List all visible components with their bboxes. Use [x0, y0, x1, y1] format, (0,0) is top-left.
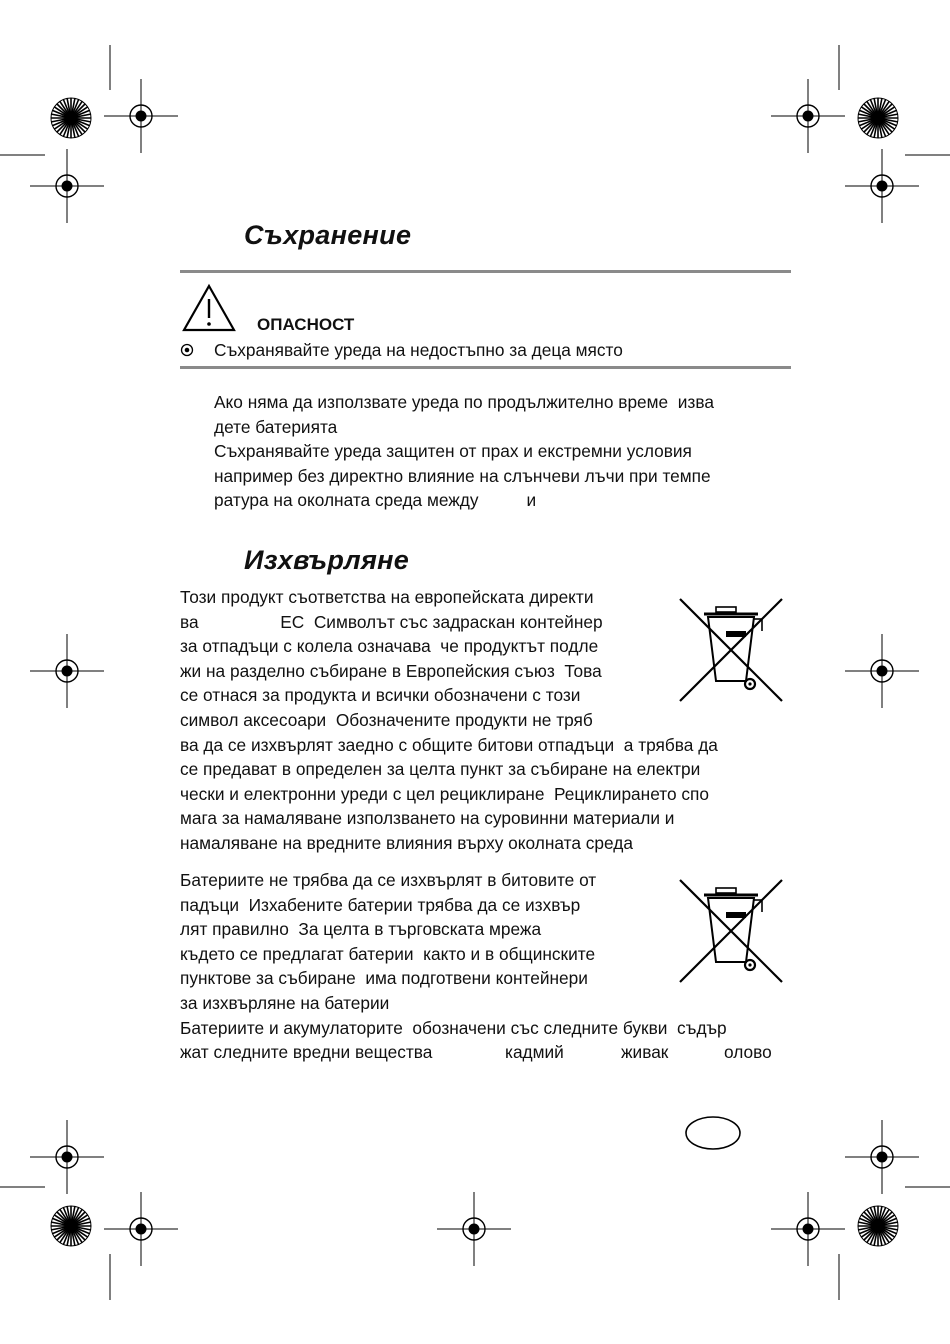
text-line: Съхранявайте уреда защитен от прах и екстремни условия: [214, 441, 692, 462]
text-line: живак: [621, 1042, 669, 1063]
text-line: пунктове за събиране има подготвени контейнери: [180, 968, 588, 989]
text-line: например без директно влияние на слънчеви лъчи при темпе: [214, 465, 711, 486]
text-line: за изхвърляне на батерии: [180, 992, 390, 1013]
text-line: намаляване на вредните влияния върху околната среда: [180, 832, 633, 853]
text-line: ратура на околната среда между и: [214, 490, 537, 511]
text-line: Този продукт съответства на европейската директи: [180, 587, 594, 607]
text-line: лят правилно За целта в търговската мрежа: [180, 919, 542, 940]
text-line: олово: [724, 1042, 772, 1063]
storage-paragraph: [214, 390, 714, 513]
language-oval-icon: [684, 1114, 744, 1152]
danger-label: ОПАСНОСТ: [257, 315, 355, 334]
text-line: където се предлагат батерии както и в общинските: [180, 943, 596, 964]
text-line: Батериите и акумулаторите обозначени със следните букви съдър: [180, 1017, 727, 1038]
text-line: ва ЕС Символът със задраскан контейнер: [180, 611, 603, 632]
warning-triangle-icon: [181, 283, 237, 333]
disposal-heading: Изхвърляне: [244, 545, 410, 575]
text-line: Батериите не трябва да се изхвърлят в битовите от: [180, 870, 597, 890]
text-line: дете батерията: [214, 416, 338, 437]
text-line: жат следните вредни вещества: [180, 1042, 433, 1063]
crossed-bin-icon: [678, 878, 784, 986]
text-line: за отпадъци с колела означава че продуктът подле: [180, 636, 599, 657]
text-line: чески и електронни уреди с цел рециклиране Рециклирането спо: [180, 783, 709, 804]
text-line: ва да се изхвърлят заедно с общите битови отпадъци а трябва да: [180, 734, 718, 755]
disposal-paragraph-1: [180, 585, 718, 856]
last-line: [180, 1040, 780, 1065]
section-rule-bottom: [180, 366, 791, 369]
section-rule-top: [180, 270, 791, 273]
text-line: Ако няма да използвате уреда по продължително време изва: [214, 392, 714, 412]
bullet-circle-icon: [180, 343, 194, 357]
text-line: мага за намаляване използването на суровинни материали и: [180, 808, 675, 829]
text-line: падъци Изхабените батерии трябва да се изхвър: [180, 894, 581, 915]
crossed-bin-icon: [678, 597, 784, 705]
storage-heading: Съхранение: [244, 220, 412, 250]
text-line: жи на разделно събиране в Европейския съюз Това: [180, 660, 602, 681]
text-line: се отнася за продукта и всички обозначени с този: [180, 685, 581, 706]
text-line: се предават в определен за целта пункт за събиране на електри: [180, 759, 701, 780]
text-line: кадмий: [505, 1042, 564, 1063]
text-line: символ аксесоари Обозначените продукти не тряб: [180, 709, 593, 730]
danger-bullet-text: Съхранявайте уреда на недостъпно за деца място: [214, 340, 623, 360]
